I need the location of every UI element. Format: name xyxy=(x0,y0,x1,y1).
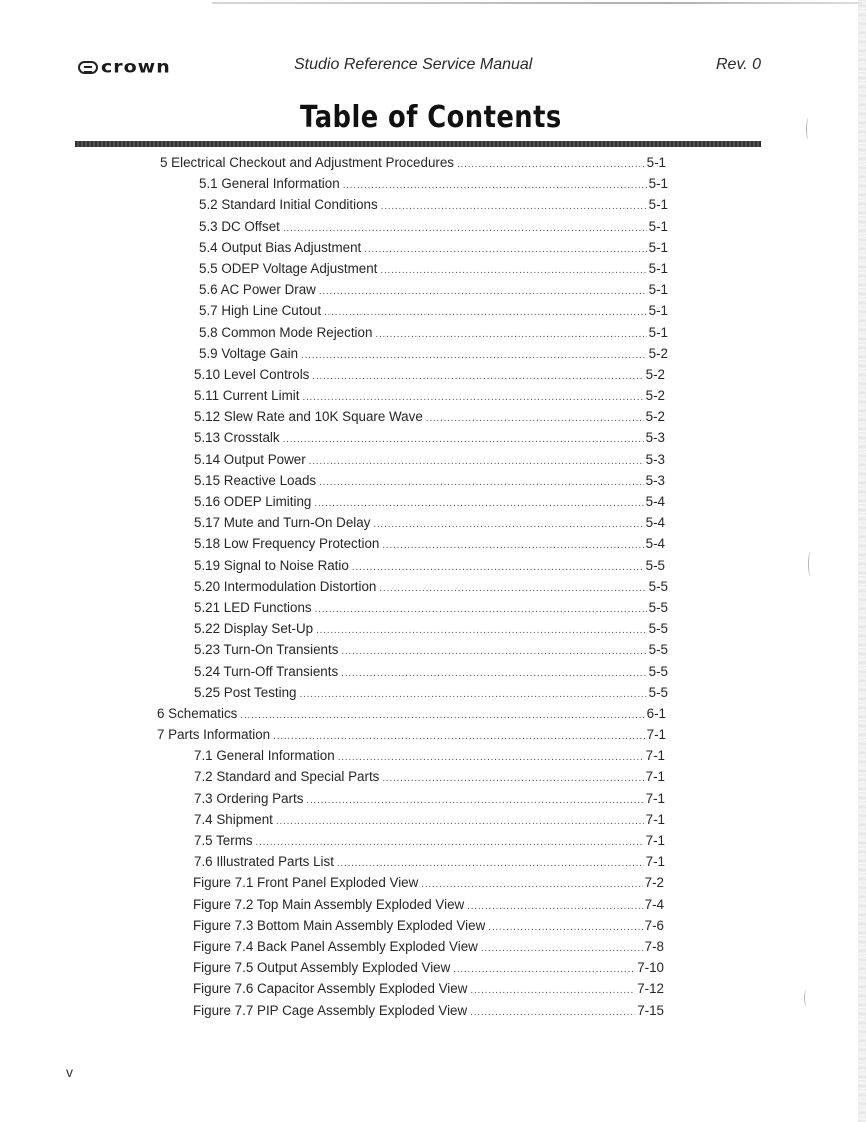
toc-entry-page: 6-1 xyxy=(646,705,666,721)
toc-dot-leader xyxy=(382,535,643,556)
toc-entry xyxy=(0,597,668,618)
toc-entry-page: 7-1 xyxy=(645,769,665,785)
toc-dot-leader xyxy=(470,1002,635,1023)
toc-entry xyxy=(0,872,664,893)
toc-dot-leader xyxy=(324,302,647,323)
toc-entry-page: 5-2 xyxy=(645,388,665,404)
toc-dot-leader xyxy=(421,874,642,895)
toc-entry-page: 5-4 xyxy=(645,515,665,531)
toc-entry xyxy=(0,300,668,321)
toc-entry-label: 6 Schematics xyxy=(157,705,238,721)
toc-entry-label: 5.7 High Line Cutout xyxy=(199,303,322,319)
toc-entry-page: 5-1 xyxy=(648,303,668,319)
toc-entry-label: 5.14 Output Power xyxy=(194,451,306,467)
toc-entry xyxy=(0,364,665,385)
toc-dot-leader xyxy=(314,493,643,514)
toc-entry-label: 5.19 Signal to Noise Ratio xyxy=(194,557,349,573)
toc-dot-leader xyxy=(256,832,644,853)
toc-entry xyxy=(0,279,668,300)
toc-entry xyxy=(0,343,668,364)
toc-entry-label: 5.10 Level Controls xyxy=(194,366,310,382)
toc-entry xyxy=(0,533,665,554)
toc-dot-leader xyxy=(381,196,647,217)
toc-entry xyxy=(0,703,666,724)
toc-entry-page: 5-2 xyxy=(645,366,665,382)
toc-entry-label: 7.2 Standard and Special Parts xyxy=(194,769,380,785)
toc-dot-leader xyxy=(470,980,635,1001)
toc-entry xyxy=(0,258,668,279)
toc-dot-leader xyxy=(319,281,647,302)
toc-entry-page: 5-1 xyxy=(648,324,668,340)
toc-entry-label: 7.6 Illustrated Parts List xyxy=(194,854,334,870)
toc-entry-label: 5.22 Display Set-Up xyxy=(194,621,314,637)
toc-entry-page: 7-1 xyxy=(645,854,665,870)
toc-entry xyxy=(0,639,668,660)
toc-entry xyxy=(0,491,665,512)
toc-entry-page: 5-5 xyxy=(648,684,668,700)
manual-title: Studio Reference Service Manual xyxy=(294,56,533,73)
toc-entry xyxy=(0,682,668,703)
toc-entry xyxy=(0,766,665,787)
toc-entry-page: 5-1 xyxy=(648,176,668,192)
toc-dot-leader xyxy=(306,790,643,811)
toc-entry-label: 5.21 LED Functions xyxy=(194,599,312,615)
toc-entry-label: 5.1 General Information xyxy=(199,176,340,192)
toc-entry-page: 7-15 xyxy=(637,1002,664,1018)
toc-dot-leader xyxy=(352,557,644,578)
toc-dot-leader xyxy=(343,175,647,196)
toc-entry xyxy=(0,830,665,851)
toc-entry-page: 7-1 xyxy=(645,833,665,848)
toc-dot-leader xyxy=(341,641,646,662)
toc-entry-label: 7.3 Ordering Parts xyxy=(194,790,304,806)
toc-dot-leader xyxy=(379,578,646,599)
toc-entry-label: 5.12 Slew Rate and 10K Square Wave xyxy=(194,409,423,425)
toc-entry xyxy=(0,385,665,406)
toc-entry-label: 5.4 Output Bias Adjustment xyxy=(199,239,362,255)
revision-label: Rev. 0 xyxy=(716,56,762,73)
crown-logo xyxy=(78,58,171,76)
toc-entry xyxy=(0,406,665,427)
toc-entry xyxy=(0,512,665,533)
toc-entry-page: 7-1 xyxy=(645,790,665,806)
toc-entry-label: 5.6 AC Power Draw xyxy=(199,282,316,298)
toc-entry-label: 5.3 DC Offset xyxy=(199,218,280,234)
toc-entry-page: 5-1 xyxy=(648,260,668,276)
toc-entry-label: 7.1 General Information xyxy=(194,748,335,764)
toc-entry-label: Figure 7.2 Top Main Assembly Exploded View xyxy=(193,896,465,912)
toc-entry-page: 5-2 xyxy=(648,345,668,361)
toc-entry-label: 5.9 Voltage Gain xyxy=(199,345,299,361)
toc-entry-page: 5-1 xyxy=(648,218,668,234)
toc-dot-leader xyxy=(337,853,644,874)
toc-dot-leader xyxy=(309,451,644,472)
toc-entry xyxy=(0,152,666,173)
toc-dot-leader xyxy=(283,218,647,239)
toc-entry-label: 5 Electrical Checkout and Adjustment Procedures xyxy=(160,155,455,170)
toc-entry-label: 5.15 Reactive Loads xyxy=(194,472,317,488)
toc-dot-leader xyxy=(302,387,643,408)
toc-entry-label: 5.16 ODEP Limiting xyxy=(194,494,312,509)
toc-entry-page: 7-6 xyxy=(644,917,664,933)
toc-entry-label: 7.4 Shipment xyxy=(194,811,273,827)
scan-artifact-top xyxy=(212,2,862,4)
toc-entry xyxy=(0,851,665,872)
toc-entry xyxy=(0,449,665,470)
toc-entry-page: 7-4 xyxy=(644,896,664,912)
toc-entry-page: 5-3 xyxy=(645,430,665,446)
logo-wordmark: crown xyxy=(101,57,171,77)
toc-entry-label: 5.23 Turn-On Transients xyxy=(194,642,339,658)
toc-entry-page: 5-1 xyxy=(648,197,668,213)
toc-dot-leader xyxy=(299,684,646,705)
toc-entry-page: 7-1 xyxy=(645,748,665,764)
toc-entry-label: 5.24 Turn-Off Transients xyxy=(194,663,339,679)
toc-entry-label: Figure 7.6 Capacitor Assembly Exploded View xyxy=(193,981,468,997)
page-number: v xyxy=(66,1064,73,1080)
toc-dot-leader xyxy=(426,408,644,429)
toc-entry-label: 5.8 Common Mode Rejection xyxy=(199,324,373,340)
toc-dot-leader xyxy=(273,726,645,747)
toc-dot-leader xyxy=(276,811,644,832)
toc-entry-label: 5.20 Intermodulation Distortion xyxy=(194,578,377,594)
toc-entry xyxy=(0,555,665,576)
toc-entry-label: Figure 7.5 Output Assembly Exploded View xyxy=(193,960,451,976)
toc-entry xyxy=(0,957,664,978)
toc-entry xyxy=(0,618,668,639)
toc-entry-page: 5-5 xyxy=(648,578,668,594)
toc-dot-leader xyxy=(338,747,644,768)
toc-entry xyxy=(0,788,665,809)
toc-entry-page: 7-8 xyxy=(644,938,664,954)
toc-entry-label: Figure 7.1 Front Panel Exploded View xyxy=(193,875,419,891)
toc-entry-label: 7.5 Terms xyxy=(194,833,253,848)
toc-entry-page: 5-5 xyxy=(648,663,668,679)
toc-entry xyxy=(0,427,665,448)
toc-entry xyxy=(0,576,668,597)
toc-entry-page: 7-12 xyxy=(637,981,664,997)
toc-dot-leader xyxy=(488,917,642,938)
toc-entry-label: 5.25 Post Testing xyxy=(194,684,297,700)
toc-entry-page: 7-1 xyxy=(646,727,666,743)
toc-dot-leader xyxy=(382,768,643,789)
toc-entry-label: Figure 7.3 Bottom Main Assembly Exploded View xyxy=(193,917,486,933)
toc-entry xyxy=(0,809,665,830)
toc-dot-leader xyxy=(364,239,646,260)
toc-entry xyxy=(0,978,664,999)
toc-dot-leader xyxy=(481,938,643,959)
toc-entry xyxy=(0,237,668,258)
toc-entry-label: 5.2 Standard Initial Conditions xyxy=(199,197,378,213)
toc-entry-page: 5-3 xyxy=(645,472,665,488)
toc-entry-page: 7-1 xyxy=(645,811,665,827)
toc-entry-page: 5-4 xyxy=(645,536,665,552)
toc-entry-page: 5-4 xyxy=(645,494,665,509)
toc-dot-leader xyxy=(375,324,646,345)
toc-entry-page: 5-5 xyxy=(648,599,668,615)
toc-entry-page: 7-10 xyxy=(637,960,664,976)
toc-dot-leader xyxy=(301,345,647,366)
toc-entry xyxy=(0,322,668,343)
toc-dot-leader xyxy=(315,599,647,620)
toc-entry-label: 5.5 ODEP Voltage Adjustment xyxy=(199,260,378,276)
toc-entry-page: 5-5 xyxy=(645,557,665,573)
toc-dot-leader xyxy=(240,705,644,726)
toc-entry xyxy=(0,173,668,194)
toc-entry-label: 5.18 Low Frequency Protection xyxy=(194,536,380,552)
table-of-contents xyxy=(0,152,866,1021)
title-divider xyxy=(75,141,761,147)
toc-entry-label: 7 Parts Information xyxy=(157,727,271,743)
toc-dot-leader xyxy=(319,472,644,493)
toc-dot-leader xyxy=(283,429,644,450)
toc-entry-page: 5-1 xyxy=(646,155,666,170)
toc-entry xyxy=(0,894,664,915)
toc-entry-page: 5-2 xyxy=(645,409,665,425)
toc-dot-leader xyxy=(341,663,646,684)
toc-entry-label: Figure 7.4 Back Panel Assembly Exploded View xyxy=(193,938,478,954)
toc-entry-label: 5.17 Mute and Turn-On Delay xyxy=(194,515,371,531)
toc-entry-page: 5-1 xyxy=(648,239,668,255)
crown-emblem-icon xyxy=(78,61,98,74)
toc-dot-leader xyxy=(312,366,643,387)
toc-entry xyxy=(0,216,668,237)
toc-entry-page: 5-5 xyxy=(648,642,668,658)
toc-entry xyxy=(0,724,666,745)
toc-entry xyxy=(0,661,668,682)
toc-entry-page: 7-2 xyxy=(644,875,664,891)
toc-dot-leader xyxy=(453,959,635,980)
toc-entry-label: 5.13 Crosstalk xyxy=(194,430,280,446)
toc-entry-page: 5-1 xyxy=(648,282,668,298)
toc-entry-page: 5-3 xyxy=(645,451,665,467)
toc-dot-leader xyxy=(457,154,645,175)
toc-entry xyxy=(0,194,668,215)
toc-entry xyxy=(0,936,664,957)
toc-dot-leader xyxy=(316,620,647,641)
toc-dot-leader xyxy=(467,896,642,917)
toc-dot-leader xyxy=(380,260,646,281)
toc-entry xyxy=(0,915,664,936)
toc-entry xyxy=(0,1000,664,1021)
toc-entry xyxy=(0,745,665,766)
toc-entry-page: 5-5 xyxy=(648,621,668,637)
toc-entry xyxy=(0,470,665,491)
toc-entry-label: Figure 7.7 PIP Cage Assembly Exploded View xyxy=(193,1002,468,1018)
toc-dot-leader xyxy=(373,514,643,535)
scan-mark xyxy=(806,118,811,140)
toc-entry-label: 5.11 Current Limit xyxy=(194,388,300,404)
page-title: Table of Contents xyxy=(300,100,562,135)
